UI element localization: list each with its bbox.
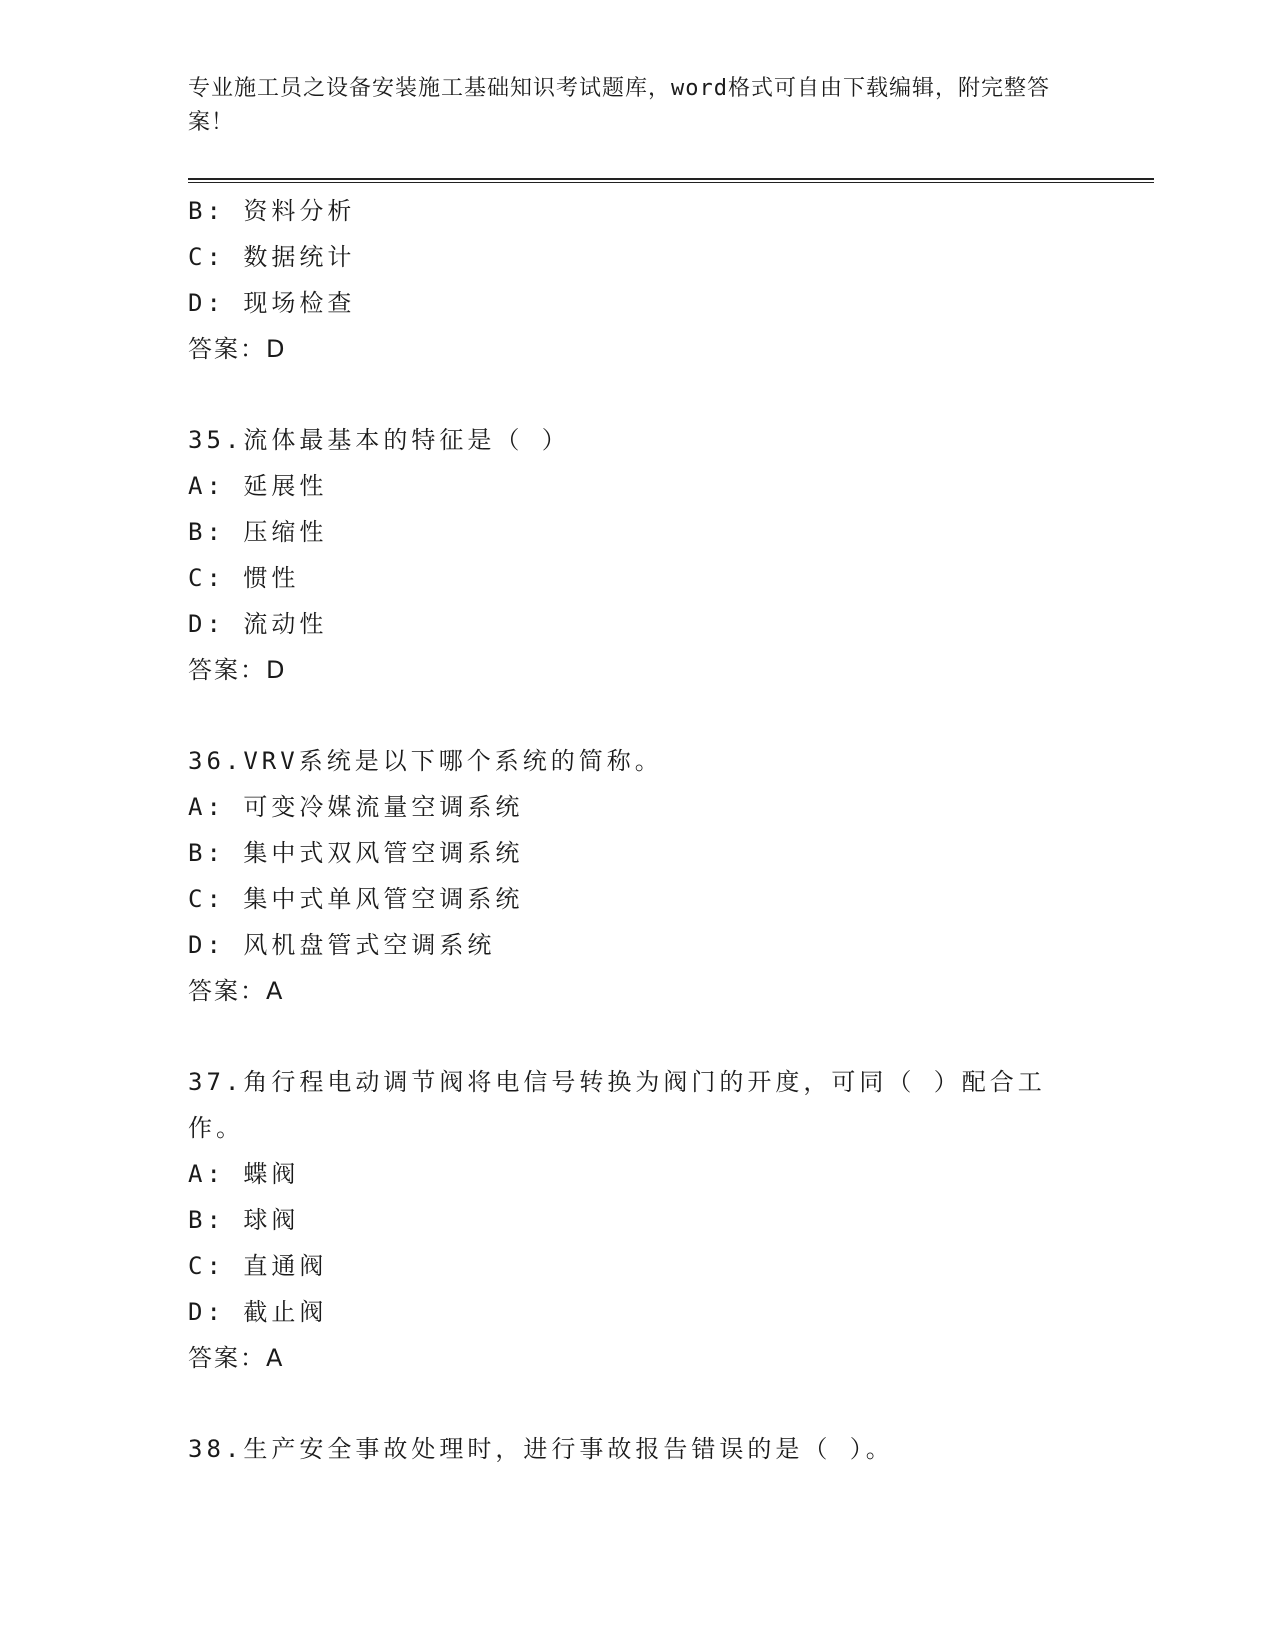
option-d: D: 截止阀 [188,1298,328,1326]
question-block-38 [188,1426,1088,1472]
document-header: 专业施工员之设备安装施工基础知识考试题库，word格式可自由下载编辑，附完整答案！ [188,76,1050,135]
answer-label: 答案：A [188,977,285,1005]
question-list [188,188,1088,1472]
option-c: C: 直通阀 [188,1252,328,1280]
option-b: B: 球阀 [188,1206,300,1234]
answer-label: 答案：D [188,656,287,684]
option-a: A: 延展性 [188,472,328,500]
question-stem-line-1: 37.角行程电动调节阀将电信号转换为阀门的开度，可同（ ）配合工 [188,1068,1046,1096]
option-d: D: 现场检查 [188,289,356,317]
header-divider [188,178,1154,183]
option-d: D: 流动性 [188,610,328,638]
question-stem: 36.VRV系统是以下哪个系统的简称。 [188,747,663,775]
option-c: C: 数据统计 [188,243,356,271]
spacer [188,1381,1088,1426]
option-b: B: 压缩性 [188,518,328,546]
question-block-36 [188,738,1088,1014]
option-b: B: 集中式双风管空调系统 [188,839,524,867]
question-block-37 [188,1059,1088,1381]
option-c: C: 惯性 [188,564,300,592]
option-a: A: 蝶阀 [188,1160,300,1188]
option-a: A: 可变冷媒流量空调系统 [188,793,524,821]
option-b: B: 资料分析 [188,197,356,225]
question-block-continued [188,188,1088,372]
spacer [188,1014,1088,1059]
question-stem-line-2: 作。 [188,1114,244,1142]
answer-label: 答案：D [188,335,287,363]
question-block-35 [188,417,1088,693]
answer-label: 答案：A [188,1344,285,1372]
spacer [188,372,1088,417]
option-c: C: 集中式单风管空调系统 [188,885,524,913]
spacer [188,693,1088,738]
question-stem: 38.生产安全事故处理时，进行事故报告错误的是（ ）。 [188,1435,894,1463]
question-stem: 35.流体最基本的特征是（ ） [188,426,570,454]
option-d: D: 风机盘管式空调系统 [188,931,496,959]
